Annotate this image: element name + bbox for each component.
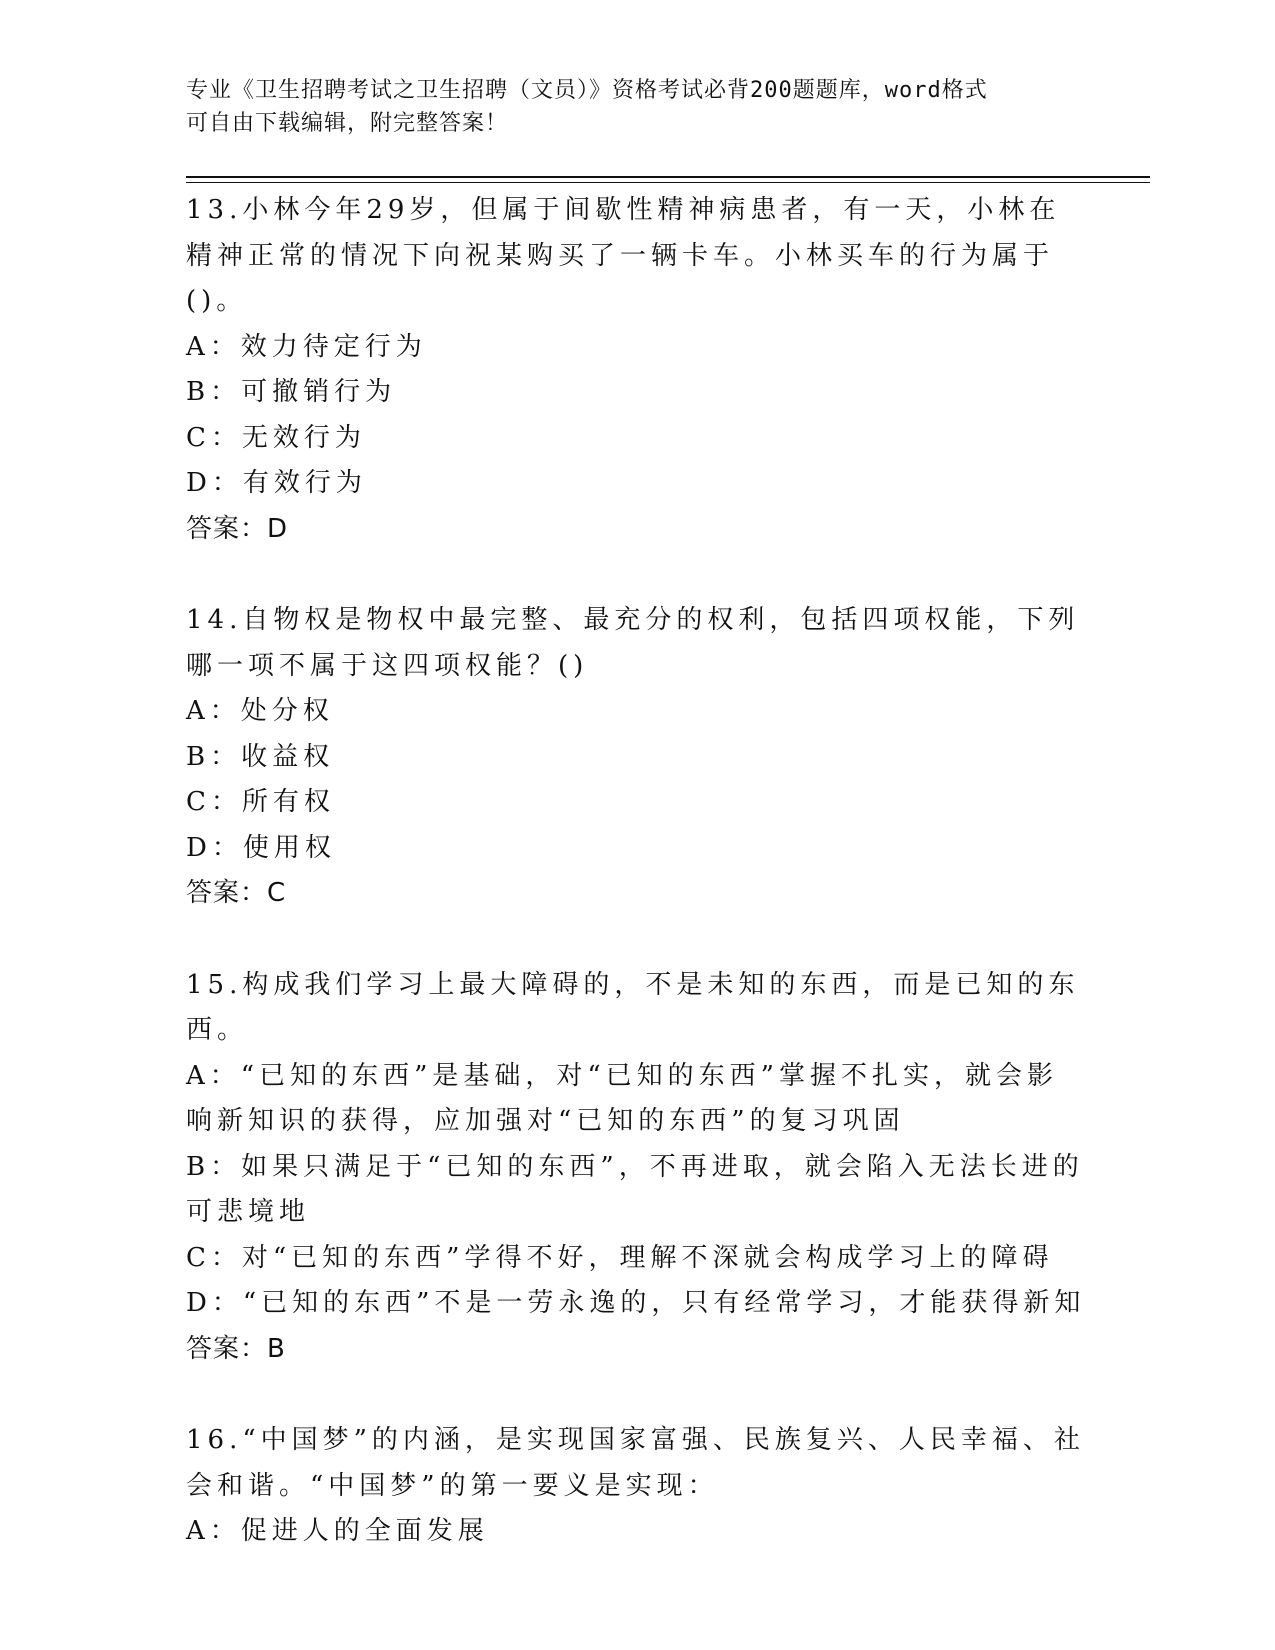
option-a: A：处分权 xyxy=(186,696,334,726)
option-a: A：“已知的东西”是基础，对“已知的东西”掌握不扎实，就会影响新知识的获得，应加强对“已知的东西”的复习巩固 xyxy=(186,1060,1058,1136)
option-b: B：可撤销行为 xyxy=(186,377,397,407)
option-d: D：“已知的东西”不是一劳永逸的，只有经常学习，才能获得新知 xyxy=(186,1288,1086,1318)
option-a: A：效力待定行为 xyxy=(186,331,427,362)
option-d: D：有效行为 xyxy=(186,468,367,498)
option-c: C：无效行为 xyxy=(186,422,366,453)
option-a: A：促进人的全面发展 xyxy=(186,1516,489,1546)
header-divider-thin xyxy=(186,182,1150,183)
option-c: C：所有权 xyxy=(186,787,335,817)
question-stem: 14.自物权是物权中最完整、最充分的权利，包括四项权能，下列哪一项不属于这四项权能？() xyxy=(186,605,1080,681)
answer-label: 答案：C xyxy=(186,878,287,908)
header-title-line-2: 可自由下载编辑，附完整答案！ xyxy=(186,111,509,136)
question-16 xyxy=(186,1418,1086,1555)
header-divider-thick xyxy=(186,176,1150,178)
document-header xyxy=(186,74,1066,140)
answer-label: 答案：B xyxy=(186,1333,286,1364)
question-stem: 16.“中国梦”的内涵，是实现国家富强、民族复兴、人民幸福、社会和谐。“中国梦”的第一要义是实现： xyxy=(186,1425,1085,1501)
question-stem: 15.构成我们学习上最大障碍的，不是未知的东西，而是已知的东西。 xyxy=(186,969,1080,1045)
header-title-line-1: 专业《卫生招聘考试之卫生招聘（文员）》资格考试必背200题题库，word格式 xyxy=(186,78,988,103)
answer-label: 答案：D xyxy=(186,513,289,544)
question-stem: 13.小林今年29岁，但属于间歇性精神病患者，有一天，小林在精神正常的情况下向祝某购买了一辆卡车。小林买车的行为属于()。 xyxy=(186,195,1061,316)
question-list xyxy=(186,188,1086,1601)
option-b: B：收益权 xyxy=(186,741,335,772)
question-13 xyxy=(186,188,1086,552)
question-15 xyxy=(186,963,1086,1373)
option-d: D：使用权 xyxy=(186,832,336,863)
question-14 xyxy=(186,598,1086,917)
option-c: C：对“已知的东西”学得不好，理解不深就会构成学习上的障碍 xyxy=(186,1242,1054,1273)
option-b: B：如果只满足于“已知的东西”，不再进取，就会陷入无法长进的可悲境地 xyxy=(186,1151,1084,1227)
